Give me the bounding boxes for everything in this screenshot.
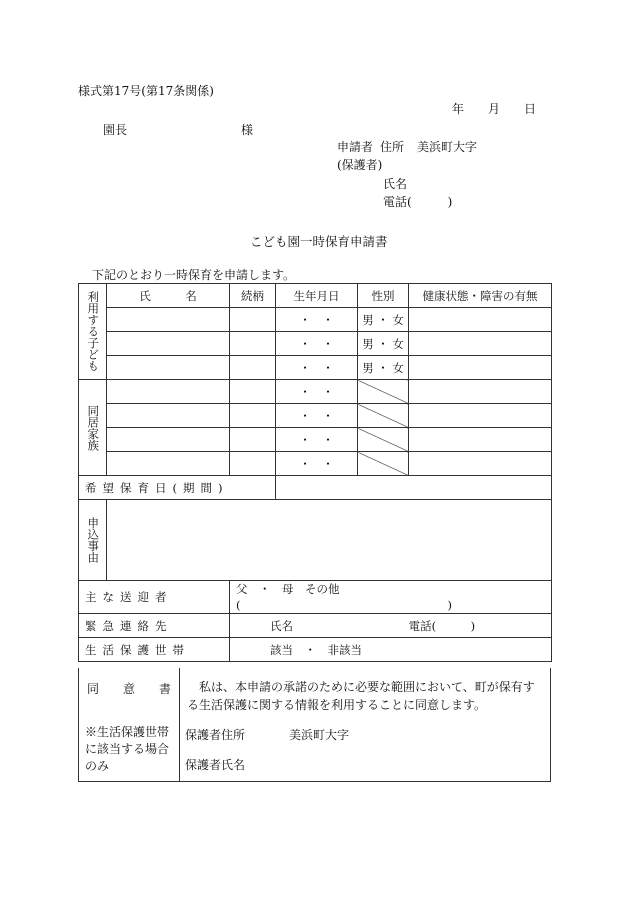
col-health: 健康状態・障害の有無 <box>409 284 552 308</box>
family-row <box>79 380 552 404</box>
desired-dates-label: 希望保育日(期間) <box>79 476 276 500</box>
guardian-name-label: 保護者氏名 <box>185 758 246 772</box>
reason-section <box>79 500 107 581</box>
family-birth-cell[interactable]: ・ ・ <box>276 404 358 428</box>
children-section <box>79 284 107 380</box>
family-name-cell[interactable] <box>107 452 230 476</box>
family-gender-cell <box>358 452 409 476</box>
address-value: 美浜町大字 <box>417 140 478 154</box>
desired-dates-cell[interactable] <box>276 476 552 500</box>
family-name-cell[interactable] <box>107 428 230 452</box>
family-relation-cell[interactable] <box>230 380 276 404</box>
welfare-row <box>79 638 552 662</box>
child-birth-cell[interactable]: ・ ・ <box>276 356 358 380</box>
family-health-cell[interactable] <box>409 452 552 476</box>
child-name-cell[interactable] <box>107 332 230 356</box>
pickup-label: 主な送迎者 <box>79 581 230 614</box>
family-birth-cell[interactable]: ・ ・ <box>276 428 358 452</box>
child-birth-cell[interactable]: ・ ・ <box>276 332 358 356</box>
child-health-cell[interactable] <box>409 332 552 356</box>
child-health-cell[interactable] <box>409 308 552 332</box>
family-relation-cell[interactable] <box>230 428 276 452</box>
family-row <box>79 404 552 428</box>
guardian-address-label: 保護者住所 <box>185 728 246 742</box>
emergency-name-label: 氏名 <box>270 618 293 633</box>
emergency-phone-label: 電話( ) <box>408 618 476 633</box>
child-relation-cell[interactable] <box>230 308 276 332</box>
family-row <box>79 452 552 476</box>
reason-cell[interactable] <box>107 500 552 581</box>
emergency-label: 緊急連絡先 <box>79 614 230 638</box>
col-gender: 性別 <box>358 284 409 308</box>
col-relation: 続柄 <box>230 284 276 308</box>
phone-label: 電話( ) <box>383 195 453 209</box>
document-title: こども園一時保育申請書 <box>250 234 388 249</box>
family-health-cell[interactable] <box>409 404 552 428</box>
child-relation-cell[interactable] <box>230 332 276 356</box>
date-field: 年 月 日 <box>452 102 537 116</box>
reason-row <box>79 500 552 581</box>
pickup-options[interactable]: 父 ・ 母 その他( ) <box>230 581 552 614</box>
pickup-row <box>79 581 552 614</box>
form-number: 様式第17号(第17条関係) <box>78 84 214 98</box>
family-relation-cell[interactable] <box>230 404 276 428</box>
child-row <box>79 356 552 380</box>
consent-section <box>78 668 551 782</box>
name-label: 氏名 <box>383 177 408 191</box>
family-health-cell[interactable] <box>409 428 552 452</box>
family-relation-cell[interactable] <box>230 452 276 476</box>
child-name-cell[interactable] <box>107 356 230 380</box>
guardian-address-value: 美浜町大字 <box>289 728 350 742</box>
welfare-options[interactable] <box>230 638 552 662</box>
emergency-cell[interactable] <box>230 614 552 638</box>
family-gender-cell <box>358 380 409 404</box>
family-section <box>79 380 107 476</box>
consent-divider <box>179 668 180 781</box>
child-row <box>79 332 552 356</box>
family-birth-cell[interactable]: ・ ・ <box>276 452 358 476</box>
family-birth-cell[interactable]: ・ ・ <box>276 380 358 404</box>
child-relation-cell[interactable] <box>230 356 276 380</box>
intro-text: 下記のとおり一時保育を申請します。 <box>92 268 296 282</box>
child-birth-cell[interactable]: ・ ・ <box>276 308 358 332</box>
family-gender-cell <box>358 428 409 452</box>
recipient-title: 園長 <box>103 123 128 137</box>
family-name-cell[interactable] <box>107 404 230 428</box>
child-gender-cell[interactable]: 男 ・ 女 <box>358 356 409 380</box>
col-name: 氏 名 <box>107 284 230 308</box>
consent-text: 私は、本申請の承諾のために必要な範囲において、町が保有する生活保護に関する情報を利用することに同意します。 <box>187 680 535 712</box>
family-label: 同居家族 <box>86 404 101 451</box>
family-name-cell[interactable] <box>107 380 230 404</box>
welfare-options-text: 該当 ・ 非該当 <box>270 642 362 657</box>
child-name-cell[interactable] <box>107 308 230 332</box>
child-gender-cell[interactable]: 男 ・ 女 <box>358 332 409 356</box>
recipient-suffix: 様 <box>241 123 254 137</box>
child-health-cell[interactable] <box>409 356 552 380</box>
family-health-cell[interactable] <box>409 380 552 404</box>
welfare-label: 生活保護世帯 <box>79 638 230 662</box>
address-label: 住所 <box>380 140 405 154</box>
emergency-row <box>79 614 552 638</box>
consent-label: 同 意 書 <box>87 682 172 696</box>
children-label: 利用する子ども <box>86 291 101 372</box>
family-row <box>79 428 552 452</box>
application-table <box>78 283 552 662</box>
family-gender-cell <box>358 404 409 428</box>
reason-label: 申込事由 <box>86 517 101 563</box>
col-birth: 生年月日 <box>276 284 358 308</box>
child-gender-cell[interactable]: 男 ・ 女 <box>358 308 409 332</box>
child-row <box>79 308 552 332</box>
applicant-label: 申請者 <box>337 140 374 154</box>
consent-note: ※生活保護世帯に該当する場合のみ <box>85 725 170 773</box>
desired-dates-row <box>79 476 552 500</box>
header-row <box>79 284 552 308</box>
guardian-label: (保護者) <box>337 158 383 172</box>
